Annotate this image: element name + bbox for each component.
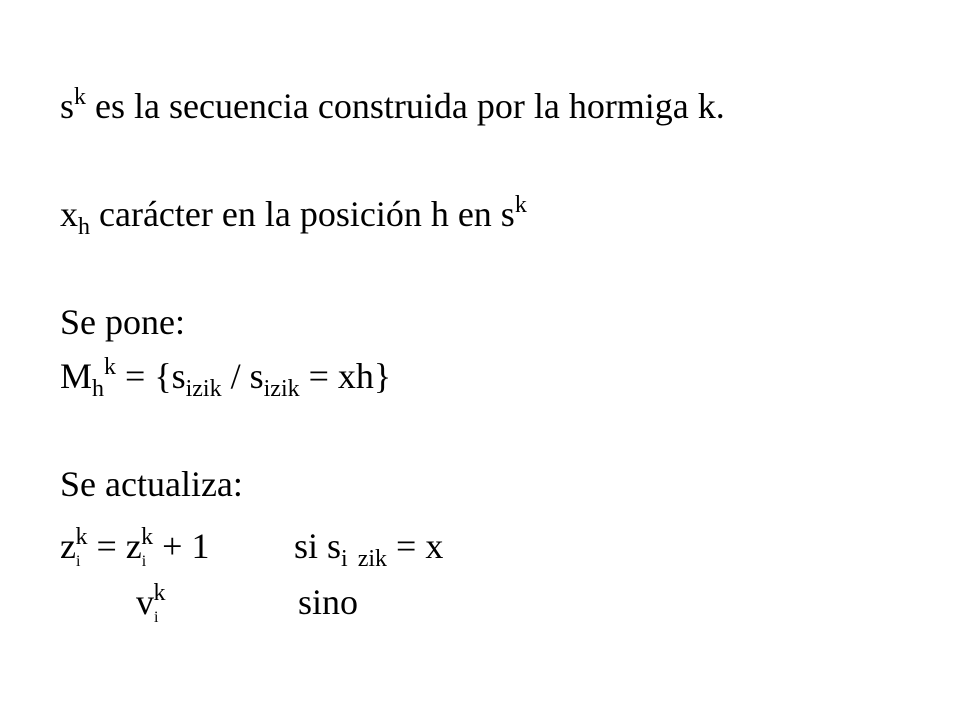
symbol-x: x <box>60 194 78 234</box>
condition-if <box>294 526 444 572</box>
condition-else: sino <box>298 582 359 622</box>
formula-mhk <box>60 354 392 402</box>
condition-text: si s <box>294 526 342 566</box>
superscript-k: k <box>74 84 87 110</box>
formula-part: + 1 <box>153 526 210 566</box>
symbol-s: s <box>60 86 75 126</box>
subscript-izik: izik <box>185 376 222 402</box>
definition-sk <box>60 84 725 126</box>
formula-part: / s <box>221 356 264 396</box>
subscript-i: i <box>75 553 81 570</box>
superscript-k: k <box>153 580 166 606</box>
subscript-h: h <box>78 214 90 240</box>
formula-part: = z <box>87 526 142 566</box>
superscript-k: k <box>104 354 117 380</box>
formula-update <box>60 524 210 570</box>
subscript-zik: zik <box>357 546 388 572</box>
superscript-k: k <box>514 192 527 218</box>
subscript-i: i <box>341 546 348 572</box>
definition-text: es la secuencia construida por la hormiga k. <box>86 86 725 126</box>
definition-text: carácter en la posición h en s <box>90 194 515 234</box>
subscript-h: h <box>92 376 105 402</box>
symbol-v: v <box>136 582 154 622</box>
subscript-izik: izik <box>263 376 300 402</box>
formula-part: = xh} <box>299 356 392 396</box>
superscript-k: k <box>141 524 154 550</box>
definition-xh <box>60 192 527 240</box>
heading-se-pone: Se pone: <box>60 302 185 342</box>
symbol-z: z <box>60 526 76 566</box>
formula-else-value <box>136 580 166 626</box>
heading-se-actualiza: Se actualiza: <box>60 464 243 504</box>
formula-part: = x <box>387 526 444 566</box>
subscript-i: i <box>154 609 159 626</box>
symbol-M: M <box>60 356 93 396</box>
superscript-k: k <box>75 524 88 550</box>
subscript-i: i <box>141 553 147 570</box>
formula-part: = {s <box>116 356 186 396</box>
